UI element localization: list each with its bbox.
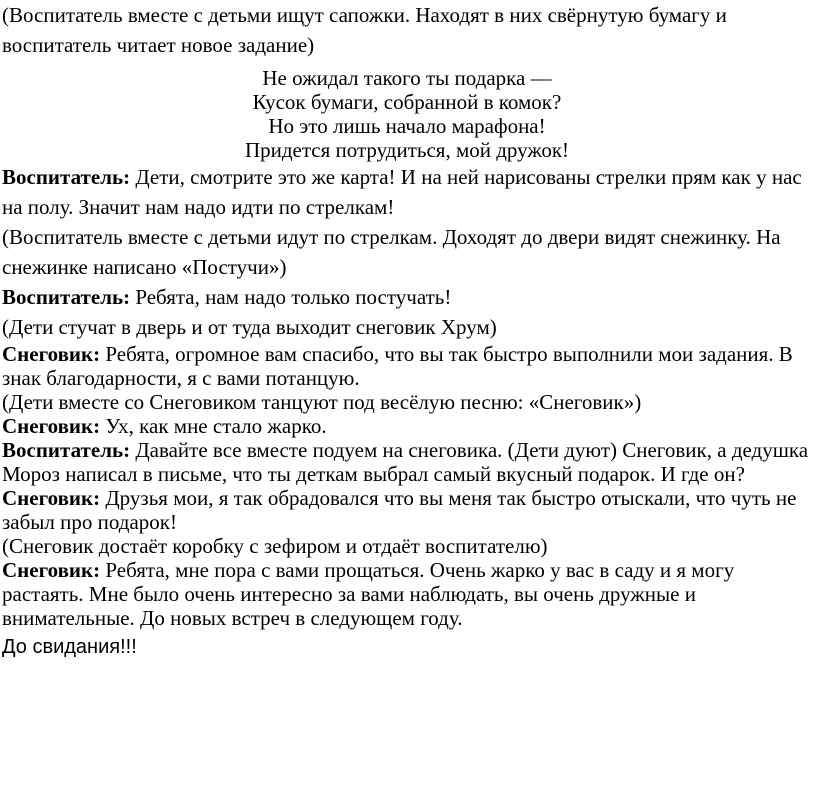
speaker-teacher: Воспитатель: [2, 285, 131, 309]
teacher-line-1-text: Дети, смотрите это же карта! И на ней нарисованы стрелки прям как у нас на полу. Значит нам надо идти по стрелкам! [2, 165, 802, 219]
snowman-line-3-text: Друзья мои, я так обрадовался что вы меня так быстро отыскали, что чуть не забыл про подарок! [2, 486, 797, 534]
stage-direction-4: (Снеговик достаёт коробку с зефиром и отдаёт воспитателю) [2, 534, 548, 558]
stage-direction-2: (Дети стучат в дверь и от туда выходит снеговик Хрум) [2, 315, 497, 339]
teacher-line-2-text: Ребята, нам надо только постучать! [130, 285, 452, 309]
speaker-teacher: Воспитатель: [2, 438, 131, 462]
snowman-line-1 [2, 342, 812, 390]
snowman-line-4-text: Ребята, мне пора с вами прощаться. Очень жарко у вас в саду и я могу растаять. Мне было очень интересно за вами наблюдать, вы очень дружные и внимательные. До новых встреч в следующем году. [2, 558, 735, 630]
speaker-snowman: Снеговик: [2, 558, 101, 582]
speaker-snowman: Снеговик: [2, 414, 101, 438]
snowman-line-3 [2, 486, 812, 534]
snowman-line-1-text: Ребята, огромное вам спасибо, что вы так быстро выполнили мои задания. В знак благодарности, я с вами потанцую. [2, 342, 793, 390]
teacher-line-3 [2, 438, 812, 486]
snowman-line-2 [2, 414, 812, 438]
document-page [2, 0, 812, 660]
poem-line-3: Но это лишь начало марафона! [268, 114, 546, 138]
teacher-line-1 [2, 162, 812, 222]
speaker-teacher: Воспитатель: [2, 165, 131, 189]
snowman-line-4 [2, 558, 812, 630]
poem-line-2: Кусок бумаги, собранной в комок? [252, 90, 562, 114]
speaker-snowman: Снеговик: [2, 486, 101, 510]
stage-direction-3: (Дети вместе со Снеговиком танцуют под весёлую песню: «Снеговик») [2, 390, 642, 414]
teacher-line-3-text: Давайте все вместе подуем на снеговика. (Дети дуют) Снеговик, а дедушка Мороз написал в письме, что ты деткам выбрал самый вкусный подарок. И где он? [2, 438, 809, 486]
intro-direction: (Воспитатель вместе с детьми ищут сапожки. Находят в них свёрнутую бумагу и воспитатель читает новое задание) [2, 3, 727, 57]
teacher-line-2 [2, 282, 812, 312]
farewell-line: До свидания!!! [2, 636, 137, 658]
poem-line-4: Придется потрудиться, мой дружок! [244, 138, 570, 162]
snowman-line-2-text: Ух, как мне стало жарко. [100, 414, 327, 438]
stage-direction-1: (Воспитатель вместе с детьми идут по стрелкам. Доходят до двери видят снежинку. На снежинке написано «Постучи») [2, 225, 781, 279]
poem [2, 66, 812, 162]
speaker-snowman: Снеговик: [2, 342, 101, 366]
poem-line-1: Не ожидал такого ты подарка — [262, 66, 552, 90]
